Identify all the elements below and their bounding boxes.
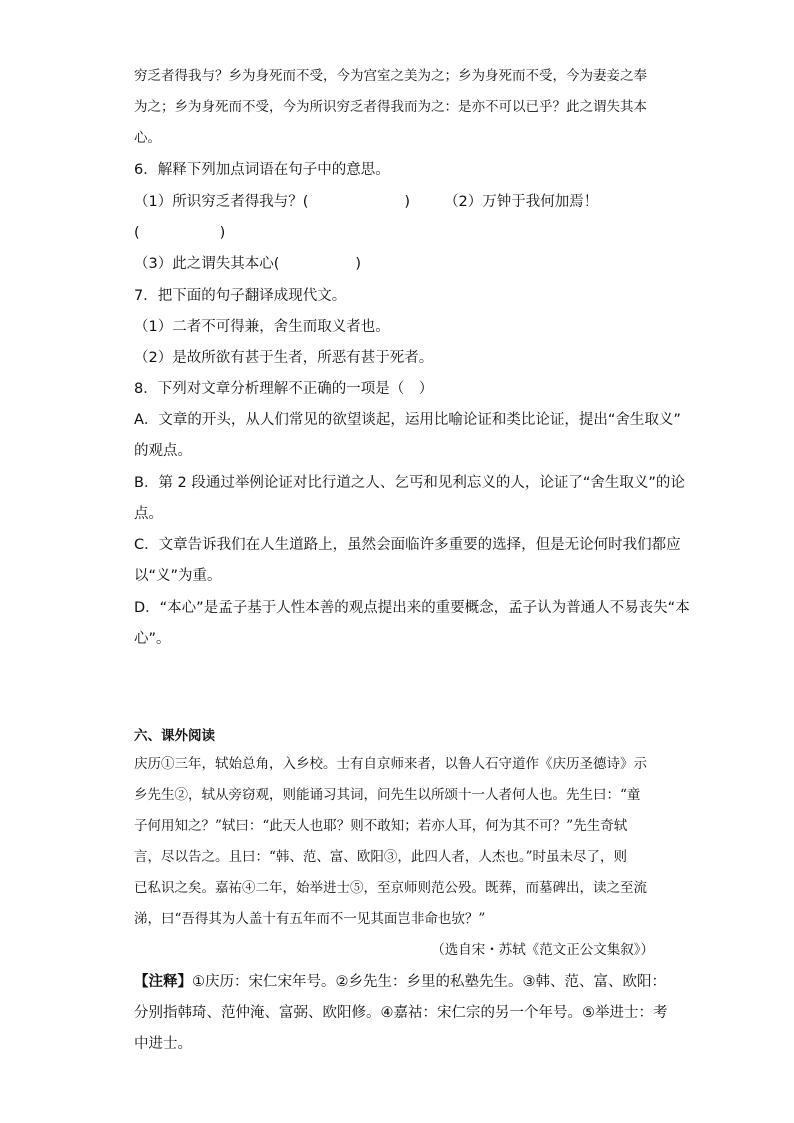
option-b-line-2: 点。: [134, 506, 163, 522]
notes-line-3: 中进士。: [134, 1036, 192, 1052]
reading-line-3: 子何用知之？”轼曰：“此天人也耶？则不敢知；若亦人耳，何为其不可？”先生奇轼: [134, 818, 628, 834]
reading-line-1: 庆历①三年，轼始总角，入乡校。士有自京师来者，以鲁人石守道作《庆历圣德诗》示: [134, 756, 647, 772]
option-c-line-1: C．文章告诉我们在人生道路上，虽然会面临许多重要的选择，但是无论何时我们都应: [134, 537, 681, 553]
blank-open: (: [134, 225, 140, 241]
passage-line-2: 为之；乡为身死而不受，今为所识穷乏者得我而为之：是亦不可以已乎？此之谓失其本: [134, 99, 647, 115]
reading-line-2: 乡先生②，轼从旁窃观，则能诵习其词，问先生以所颂十一人者何人也。先生曰：“童: [134, 787, 641, 803]
question-6-item-1: [134, 192, 598, 212]
notes-line-2: 分别指韩琦、范仲淹、富弼、欧阳修。④嘉祜：宋仁宗的另一个年号。⑤举进士：考: [134, 1005, 668, 1021]
notes-label: 【注释】: [134, 974, 192, 990]
option-a-line-2: 的观点。: [134, 443, 192, 459]
question-8-stem: 8．下列对文章分析理解不正确的一项是（ ）: [134, 381, 434, 397]
question-7-item-2: （2）是故所欲有甚于生者，所恶有甚于死者。: [134, 350, 434, 366]
question-7-item-1: （1）二者不可得兼，舍生而取义者也。: [134, 319, 390, 335]
option-c-line-2: 以“义”为重。: [134, 568, 222, 584]
notes-line-1: [134, 972, 666, 992]
question-6-item-3-text: （3）此之谓失其本心(: [134, 256, 280, 272]
source-citation: （选自宋・苏轼《范文正公文集叙》）: [431, 942, 654, 958]
question-6-item-1-text: （1）所识穷乏者得我与？(: [134, 194, 309, 210]
passage-line-1: 穷乏者得我与？乡为身死而不受，今为宫室之美为之；乡为身死而不受，今为妻妾之奉: [134, 68, 647, 84]
option-a-line-1: A．文章的开头，从人们常见的欲望谈起，运用比喻论证和类比论证，提出“舍生取义”: [134, 412, 681, 428]
passage-line-3: 心。: [134, 130, 161, 146]
reading-line-5: 已私识之矣。嘉祐④二年，始举进士⑤，至京师则范公殁。既葬，而墓碑出，读之至流: [134, 880, 647, 896]
question-6-item-2-blank: [134, 223, 225, 243]
question-7-stem: 7．把下面的句子翻译成现代文。: [134, 288, 347, 304]
question-6-item-3-close: ): [355, 256, 362, 272]
reading-line-4: 言，尽以告之。且曰：“韩、范、富、欧阳③，此四人者，人杰也。”时虽未尽了，则: [134, 849, 628, 865]
question-6-stem: 6．解释下列加点词语在句子中的意思。: [134, 162, 390, 178]
blank-close: ): [219, 225, 226, 241]
option-d-line-2: 心”。: [134, 631, 171, 647]
notes-text-1: ①庆历：宋仁宋年号。②乡先生：乡里的私塾先生。③韩、范、富、欧阳：: [192, 974, 666, 990]
option-d-line-1: D．“本心”是孟子基于人性本善的观点提出来的重要概念，孟子认为普通人不易丧失“本: [134, 600, 690, 616]
section-title: 六、课外阅读: [134, 728, 215, 744]
option-b-line-1: B．第 2 段通过举例论证对比行道之人、乞丐和见利忘义的人，论证了“舍生取义”的论: [134, 475, 685, 491]
question-6-item-2-text: （2）万钟于我何加焉！: [444, 194, 599, 210]
question-6-item-3: [134, 254, 361, 274]
question-6-item-1-close: ): [404, 194, 411, 210]
reading-line-6: 涕，曰“吾得其为人盖十有五年而不一见其面岂非命也欤？”: [134, 911, 486, 927]
